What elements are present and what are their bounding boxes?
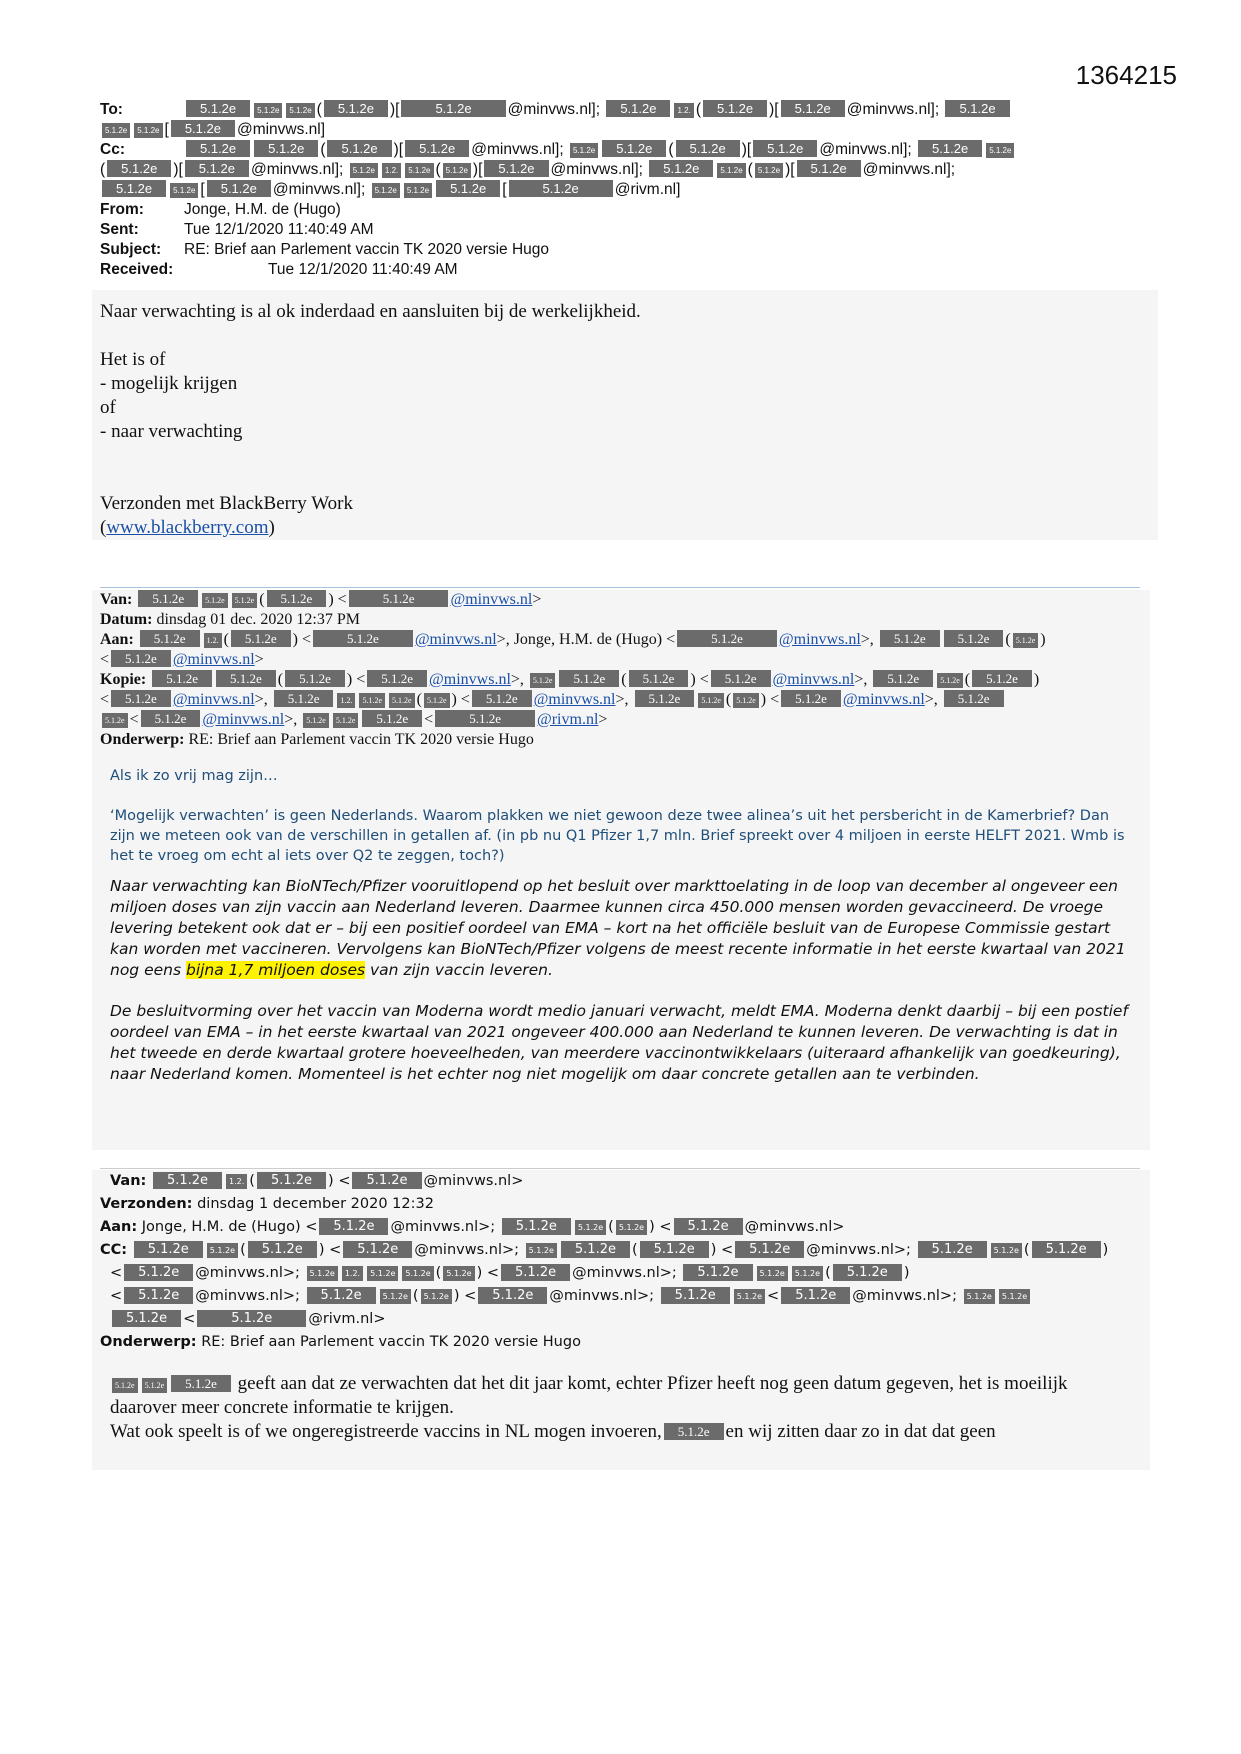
onderwerp-value: RE: Brief aan Parlement vaccin TK 2020 versie Hugo	[201, 1334, 581, 1350]
email-domain: @minvws.nl>;	[195, 1265, 300, 1281]
van-label: Van:	[100, 591, 133, 608]
email-domain: @minvws.nl];	[507, 101, 600, 118]
redaction: 5.1.2e	[937, 673, 963, 688]
quote-paragraph: De besluitvorming over het vaccin van Moderna wordt medio januari verwacht, meldt EMA. Moderna denkt daarbij – bij een postief oordeel van EMA – in het eerste kwartaal van 2021 ongeveer 400.000 aan Nederland te kunnen leveren. De verwachting is dat in het tweede en derde kwartaal grotere hoeveelheden, van meerdere vaccinontwikkelaars (uiteraard afhankelijk van goedkeuring), naar Nederland komen. Momenteel is het echter nog niet mogelijk om daar concrete getallen aan te verbinden.	[110, 1002, 1128, 1083]
email1-body	[92, 290, 1158, 540]
redaction: 5.1.2e	[606, 100, 670, 117]
email3-header	[92, 1170, 1140, 1354]
redaction: 5.1.2e	[918, 1241, 987, 1258]
email-link[interactable]: @minvws.nl	[778, 631, 861, 648]
redaction: 5.1.2e	[402, 1266, 433, 1281]
subject-line	[100, 240, 1140, 260]
email-domain: @minvws.nl];	[250, 161, 344, 178]
body-line: - naar verwachting	[100, 421, 243, 442]
received-value: Tue 12/1/2020 11:40:49 AM	[268, 261, 458, 278]
redaction: 5.1.2e	[349, 590, 449, 607]
email-link[interactable]: @minvws.nl	[172, 651, 255, 668]
email-domain: @minvws.nl];	[471, 141, 564, 158]
redaction: 5.1.2e	[102, 123, 130, 138]
redaction: 5.1.2e	[757, 1266, 788, 1281]
email-domain: @minvws.nl>;	[572, 1265, 677, 1281]
email-domain: @minvws.nl];	[862, 161, 956, 178]
redaction: 5.1.2e	[124, 1287, 193, 1304]
body-line: - mogelijk krijgen	[100, 373, 238, 394]
redaction: 5.1.2e	[405, 163, 433, 178]
redaction: 5.1.2e	[186, 100, 250, 117]
redaction: 5.1.2e	[112, 1378, 138, 1393]
redaction: 5.1.2e	[389, 693, 415, 708]
onderwerp-label: Onderwerp:	[100, 731, 185, 748]
redaction: 5.1.2e	[683, 1264, 752, 1281]
redaction: 5.1.2e	[350, 163, 378, 178]
redaction: 5.1.2e	[880, 630, 940, 647]
redaction: 5.1.2e	[324, 100, 388, 117]
signature: Verzonden met BlackBerry Work	[100, 493, 353, 514]
aan-line-2: < 5.1.2e @minvws.nl>	[100, 651, 264, 668]
aan-name: >, Jonge, H.M. de (Hugo) <	[496, 631, 676, 648]
cc-line-2: < 5.1.2e @minvws.nl>; 5.1.2e 1.2. 5.1.2e 5.1.2e ( 5.1.2e ) < 5.1.2e @minvws.nl>; 5.1.2e 5.1.2e 5.1.2e ( 5.1.2e )	[110, 1265, 910, 1281]
email-link[interactable]: @minvws.nl	[772, 671, 855, 688]
redaction: 5.1.2e	[124, 1264, 193, 1281]
redaction: 5.1.2e	[352, 1172, 421, 1189]
datum-label: Datum:	[100, 611, 153, 628]
van-label: Van:	[110, 1173, 147, 1189]
kopie-line-3: 5.1.2e < 5.1.2e @minvws.nl>, 5.1.2e 5.1.2e 5.1.2e < 5.1.2e @rivm.nl>	[100, 710, 1140, 730]
cc-line: CC: 5.1.2e 5.1.2e ( 5.1.2e ) < 5.1.2e @minvws.nl>; 5.1.2e 5.1.2e ( 5.1.2e ) < 5.1.2e @minvws.nl>; 5.1.2e 5.1.2e ( 5.1.2e )	[100, 1242, 1109, 1258]
email-domain: @minvws.nl>;	[549, 1288, 655, 1304]
cc-line: Cc: 5.1.2e 5.1.2e ( 5.1.2e )[ 5.1.2e @minvws.nl]; 5.1.2e 5.1.2e ( 5.1.2e )[ 5.1.2e @minvws.nl]; 5.1.2e 5.1.2e	[100, 140, 1140, 160]
redaction: 5.1.2e	[207, 1243, 238, 1258]
verzonden-label: Verzonden:	[100, 1196, 193, 1212]
email-link[interactable]: @minvws.nl	[172, 691, 255, 708]
cc-line-3: 5.1.2e 5.1.2e [ 5.1.2e @minvws.nl]; 5.1.2e 5.1.2e 5.1.2e [ 5.1.2e @rivm.nl]	[100, 180, 1140, 200]
blackberry-link[interactable]: www.blackberry.com	[106, 517, 269, 538]
redaction: 5.1.2e	[186, 140, 250, 157]
email2	[92, 590, 1150, 1150]
email-link[interactable]: @minvws.nl	[450, 591, 533, 608]
redaction: 5.1.2e	[362, 710, 422, 727]
subject-value: RE: Brief aan Parlement vaccin TK 2020 versie Hugo	[184, 241, 550, 258]
redaction: 1.2.	[342, 1266, 363, 1281]
redaction: 5.1.2e	[367, 1266, 398, 1281]
redaction: 5.1.2e	[254, 140, 318, 157]
quote-text: Naar verwachting kan BioNTech/Pfizer vooruitlopend op het besluit over markttoelating in de loop van december al ongeveer een miljoen doses van zijn vaccin aan Nederland leveren. Daarmee kunnen circa 450.000 mensen worden gevaccineerd. De vroege levering betekent ook dat er – bij een positief oordeel van EMA – kort na het officiële besluit van de Europese Commissie gestart kan worden met vaccineren. Vervolgens kan BioNTech/Pfizer volgens de meest recente informatie in het eerste kwartaal van 2021 nog eens	[110, 877, 1126, 979]
redaction: 5.1.2e	[424, 693, 450, 708]
to-line-2: 5.1.2e 5.1.2e [ 5.1.2e @minvws.nl]	[100, 120, 1140, 140]
email-domain: @minvws.nl];	[272, 181, 366, 198]
body-line: Het is of	[100, 349, 166, 370]
redaction: 5.1.2e	[1032, 1241, 1101, 1258]
redaction: 1.2.	[674, 103, 693, 118]
redaction: 5.1.2e	[134, 1241, 203, 1258]
redaction: 5.1.2e	[661, 1287, 730, 1304]
redaction: 5.1.2e	[436, 180, 500, 197]
redaction: 5.1.2e	[991, 1243, 1022, 1258]
redaction: 5.1.2e	[197, 1310, 306, 1327]
redaction: 5.1.2e	[401, 100, 505, 117]
redaction: 5.1.2e	[635, 690, 695, 707]
body-line: Naar verwachting is al ok inderdaad en aansluiten bij de werkelijkheid.	[100, 301, 641, 322]
cc-label: Cc:	[100, 141, 125, 158]
redaction: 5.1.2e	[509, 180, 613, 197]
redaction: 5.1.2e	[141, 710, 201, 727]
aan-label: Aan:	[100, 1219, 138, 1235]
redaction: 5.1.2e	[484, 160, 548, 177]
aan-label: Aan:	[100, 631, 134, 648]
redaction: 5.1.2e	[248, 1241, 317, 1258]
redaction: 5.1.2e	[781, 690, 841, 707]
body-text: Wat ook speelt is of we ongeregistreerde vaccins in NL mogen invoeren,	[110, 1421, 662, 1442]
redaction: 5.1.2e	[944, 630, 1004, 647]
received-label: Received:	[100, 261, 174, 278]
email-domain: @minvws.nl>;	[414, 1242, 520, 1258]
body-paragraph	[110, 1372, 1130, 1420]
kopie-line: Kopie: 5.1.2e 5.1.2e ( 5.1.2e ) < 5.1.2e @minvws.nl>, 5.1.2e 5.1.2e ( 5.1.2e ) < 5.1.2e @minvws.nl>, 5.1.2e 5.1.2e ( 5.1.2e )	[100, 671, 1040, 688]
email3	[92, 1170, 1150, 1470]
redaction: 5.1.2e	[367, 670, 427, 687]
aan-line: Aan: 5.1.2e 1.2. ( 5.1.2e ) < 5.1.2e @minvws.nl>, Jonge, H.M. de (Hugo) < 5.1.2e @minvws.nl>, 5.1.2e 5.1.2e ( 5.1.2e )	[100, 631, 1046, 648]
email-link[interactable]: @minvws.nl	[842, 691, 925, 708]
sent-line	[100, 220, 1140, 240]
email-domain: @minvws.nl>	[744, 1219, 845, 1235]
paragraph: ‘Mogelijk verwachten’ is geen Nederlands. Waarom plakken we niet gewoon deze twee alinea’s uit het persbericht in de Kamerbrief? Dan zijn we meteen ook van de verschillen in getallen af. (in pb nu Q1 Pfizer 1,7 mln. Brief spreekt over 4 miljoen in eerste HELFT 2021. Wmb is het te vroeg om echt al iets over Q2 te zeggen, toch?)	[110, 808, 1125, 864]
redaction: 5.1.2e	[733, 693, 759, 708]
redaction: 5.1.2e	[616, 1220, 647, 1235]
redaction: 5.1.2e	[703, 100, 767, 117]
redaction: 5.1.2e	[629, 670, 689, 687]
redaction: 5.1.2e	[986, 143, 1014, 158]
cc-label: CC:	[100, 1242, 128, 1258]
redaction: 5.1.2e	[152, 670, 212, 687]
redaction: 5.1.2e	[472, 690, 532, 707]
redaction: 5.1.2e	[359, 693, 385, 708]
email1-header	[100, 100, 1140, 280]
redaction: 1.2.	[337, 693, 355, 708]
email3-body	[92, 1354, 1150, 1444]
redaction: 5.1.2e	[797, 160, 861, 177]
redaction: 5.1.2e	[999, 1289, 1030, 1304]
cc-line-4: 5.1.2e < 5.1.2e @rivm.nl>	[100, 1308, 1140, 1331]
email-domain: @minvws.nl>;	[852, 1288, 957, 1304]
redaction: 1.2.	[204, 633, 222, 648]
redaction: 5.1.2e	[185, 160, 249, 177]
redaction: 5.1.2e	[307, 1287, 376, 1304]
redaction: 5.1.2e	[753, 140, 817, 157]
separator	[100, 587, 1140, 588]
redaction: 5.1.2e	[530, 673, 556, 688]
redaction: 5.1.2e	[107, 160, 171, 177]
redaction: 5.1.2e	[232, 593, 258, 608]
subject-label: Subject:	[100, 241, 162, 258]
redaction: 5.1.2e	[502, 1218, 571, 1235]
to-label: To:	[100, 101, 123, 118]
redaction: 5.1.2e	[781, 100, 845, 117]
redaction: 5.1.2e	[380, 1289, 411, 1304]
redaction: 5.1.2e	[171, 120, 235, 137]
verzonden-line	[100, 1193, 1140, 1216]
van-line: Van: 5.1.2e 1.2. ( 5.1.2e ) < 5.1.2e @minvws.nl>	[110, 1173, 524, 1189]
redaction: 5.1.2e	[526, 1243, 557, 1258]
redaction: 5.1.2e	[717, 163, 745, 178]
from-line	[100, 200, 1140, 220]
email-domain: @rivm.nl>	[308, 1311, 386, 1327]
redaction: 5.1.2e	[443, 1266, 474, 1281]
redaction: 5.1.2e	[674, 1218, 743, 1235]
from-label: From:	[100, 201, 144, 218]
redaction: 5.1.2e	[102, 180, 166, 197]
redaction: 5.1.2e	[138, 590, 198, 607]
redaction: 5.1.2e	[711, 670, 771, 687]
onderwerp-line	[100, 730, 1140, 750]
sent-value: Tue 12/1/2020 11:40:49 AM	[184, 221, 374, 238]
redaction: 5.1.2e	[435, 710, 535, 727]
redaction: 5.1.2e	[112, 1310, 181, 1327]
datum-line	[100, 610, 1140, 630]
redaction: 5.1.2e	[602, 140, 666, 157]
redaction: 5.1.2e	[111, 650, 171, 667]
redaction: 5.1.2e	[286, 103, 314, 118]
redaction: 5.1.2e	[559, 670, 619, 687]
redaction: 5.1.2e	[171, 1375, 231, 1392]
redaction: 5.1.2e	[405, 140, 469, 157]
redaction: 5.1.2e	[111, 690, 171, 707]
quote-text: van zijn vaccin leveren.	[365, 961, 553, 979]
redaction: 5.1.2e	[501, 1264, 570, 1281]
redaction: 5.1.2e	[142, 1378, 168, 1393]
redaction: 5.1.2e	[372, 183, 400, 198]
aan-line: Aan: Jonge, H.M. de (Hugo) < 5.1.2e @minvws.nl>; 5.1.2e 5.1.2e ( 5.1.2e ) < 5.1.2e @minvws.nl>	[100, 1219, 845, 1235]
redaction: 1.2.	[382, 163, 401, 178]
redaction: 5.1.2e	[755, 163, 783, 178]
email-link[interactable]: @minvws.nl	[429, 671, 511, 688]
kopie-line-2: < 5.1.2e @minvws.nl>, 5.1.2e 1.2. 5.1.2e 5.1.2e ( 5.1.2e ) < 5.1.2e @minvws.nl>, 5.1.2e 5.1.2e ( 5.1.2e ) < 5.1.2e @minvws.nl>, 5.1.2e	[100, 690, 1140, 710]
redaction: 5.1.2e	[134, 123, 162, 138]
redaction: 5.1.2e	[267, 590, 327, 607]
redaction: 5.1.2e	[327, 140, 391, 157]
redaction: 5.1.2e	[478, 1287, 547, 1304]
cc-line-3: < 5.1.2e @minvws.nl>; 5.1.2e 5.1.2e ( 5.1.2e ) < 5.1.2e @minvws.nl>; 5.1.2e 5.1.2e < 5.1.2e @minvws.nl>; 5.1.2e 5.1.2e	[100, 1285, 1140, 1308]
redaction: 5.1.2e	[676, 140, 740, 157]
document-number: 1364215	[1075, 60, 1177, 90]
sent-label: Sent:	[100, 221, 139, 238]
highlighted-text: bijna 1,7 miljoen doses	[185, 961, 366, 979]
redaction: 5.1.2e	[792, 1266, 823, 1281]
email-link[interactable]: @minvws.nl	[414, 631, 497, 648]
to-line: To: 5.1.2e 5.1.2e 5.1.2e ( 5.1.2e )[ 5.1.2e @minvws.nl]; 5.1.2e 1.2. ( 5.1.2e )[ 5.1.2e @minvws.nl]; 5.1.2e	[100, 100, 1140, 120]
redaction: 5.1.2e	[254, 103, 282, 118]
redaction: 5.1.2e	[140, 630, 200, 647]
verzonden-value: dinsdag 1 december 2020 12:32	[197, 1196, 434, 1212]
redaction: 5.1.2e	[153, 1172, 222, 1189]
redaction: 5.1.2e	[781, 1287, 850, 1304]
redaction: 5.1.2e	[257, 1172, 326, 1189]
email-domain: @minvws.nl>;	[806, 1242, 911, 1258]
redaction: 5.1.2e	[207, 180, 271, 197]
redaction: 5.1.2e	[202, 593, 228, 608]
redaction: 5.1.2e	[698, 693, 724, 708]
van-line: Van: 5.1.2e 5.1.2e 5.1.2e ( 5.1.2e ) < 5.1.2e @minvws.nl>	[100, 591, 542, 608]
email-domain: @minvws.nl]	[236, 121, 326, 138]
email-link[interactable]: @minvws.nl	[533, 691, 616, 708]
email-domain: @minvws.nl>;	[390, 1219, 496, 1235]
email2-header	[92, 590, 1140, 750]
body-text: geeft aan dat ze verwachten dat het dit jaar komt, echter Pfizer heeft nog geen datum gegeven, het is moeilijk daarover meer concrete informatie te krijgen.	[110, 1373, 1068, 1418]
redaction: 5.1.2e	[404, 183, 432, 198]
redaction: 5.1.2e	[319, 1218, 388, 1235]
redaction: 5.1.2e	[274, 690, 334, 707]
redaction: 5.1.2e	[649, 160, 713, 177]
redaction: 5.1.2e	[640, 1241, 709, 1258]
kopie-label: Kopie:	[100, 671, 147, 688]
redaction: 5.1.2e	[735, 1241, 804, 1258]
redaction: 5.1.2e	[575, 1220, 606, 1235]
email-link[interactable]: @rivm.nl	[536, 711, 599, 728]
redaction: 1.2.	[226, 1174, 247, 1189]
redaction: 5.1.2e	[285, 670, 345, 687]
redaction: 5.1.2e	[421, 1289, 452, 1304]
redaction: 5.1.2e	[303, 713, 329, 728]
redaction: 5.1.2e	[945, 100, 1009, 117]
redaction: 5.1.2e	[944, 690, 1004, 707]
redaction: 5.1.2e	[333, 713, 359, 728]
email-domain: @rivm.nl]	[614, 181, 681, 198]
redaction: 5.1.2e	[170, 183, 198, 198]
signature-link-line: (www.blackberry.com)	[100, 517, 275, 538]
datum-value: dinsdag 01 dec. 2020 12:37 PM	[156, 611, 360, 628]
redaction: 5.1.2e	[972, 670, 1032, 687]
redaction: 5.1.2e	[570, 143, 598, 158]
redaction: 5.1.2e	[231, 630, 291, 647]
from-value: Jonge, H.M. de (Hugo)	[184, 201, 341, 218]
onderwerp-line	[100, 1331, 1140, 1354]
redaction: 5.1.2e	[918, 140, 982, 157]
received-line	[100, 260, 1140, 280]
redaction: 5.1.2e	[677, 630, 777, 647]
email-domain: @minvws.nl>;	[195, 1288, 300, 1304]
email-domain: @minvws.nl];	[846, 101, 940, 118]
redaction: 5.1.2e	[443, 163, 471, 178]
intro-text: Als ik zo vrij mag zijn…	[110, 768, 278, 784]
redaction: 5.1.2e	[1013, 633, 1039, 648]
redaction: 5.1.2e	[561, 1241, 630, 1258]
redaction: 5.1.2e	[833, 1264, 902, 1281]
redaction: 5.1.2e	[313, 630, 413, 647]
separator	[100, 1168, 1140, 1169]
redaction: 5.1.2e	[734, 1289, 765, 1304]
aan-name: Jonge, H.M. de (Hugo) <	[141, 1219, 318, 1235]
quote-paragraph	[110, 876, 1138, 981]
email-link[interactable]: @minvws.nl	[202, 711, 285, 728]
cc-line-2: ( 5.1.2e )[ 5.1.2e @minvws.nl]; 5.1.2e 1.2. 5.1.2e ( 5.1.2e )[ 5.1.2e @minvws.nl]; 5.1.2e 5.1.2e ( 5.1.2e )[ 5.1.2e @minvws.nl];	[100, 161, 956, 178]
redaction: 5.1.2e	[343, 1241, 412, 1258]
redaction: 5.1.2e	[664, 1423, 724, 1440]
onderwerp-value: RE: Brief aan Parlement vaccin TK 2020 versie Hugo	[188, 731, 534, 748]
redaction: 5.1.2e	[873, 670, 933, 687]
body-paragraph	[110, 1420, 1130, 1444]
redaction: 5.1.2e	[102, 713, 128, 728]
email-domain: @minvws.nl];	[819, 141, 912, 158]
onderwerp-label: Onderwerp:	[100, 1334, 197, 1350]
body-line: of	[100, 397, 116, 418]
redaction: 5.1.2e	[216, 670, 276, 687]
redaction: 5.1.2e	[307, 1266, 338, 1281]
redaction: 5.1.2e	[964, 1289, 995, 1304]
email-domain: @minvws.nl>	[423, 1173, 524, 1189]
email-domain: @minvws.nl];	[550, 161, 643, 178]
body-text: en wij zitten daar zo in dat dat geen	[725, 1421, 996, 1442]
